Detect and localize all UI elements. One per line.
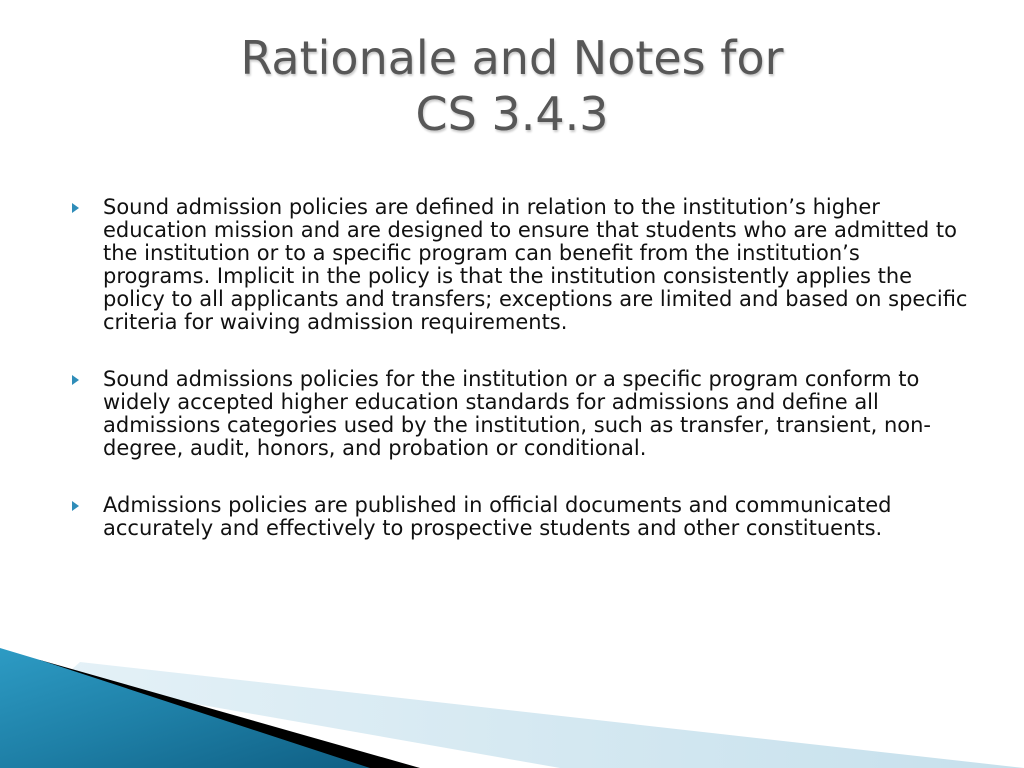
slide-title bbox=[0, 30, 1024, 142]
bullet-item bbox=[70, 368, 970, 460]
triangle-bullet-icon bbox=[72, 501, 79, 511]
bullet-text: Admissions policies are published in official documents and communicated accurately and effectively to prospective students and other constituents. bbox=[103, 493, 892, 540]
bullet-text: Sound admissions policies for the institution or a specific program conform to widely accepted higher education standards for admissions and define all admissions categories used by the institution, such as transfer, transient, non-degree, audit, honors, and probation or conditional. bbox=[103, 367, 931, 460]
title-line-1: Rationale and Notes for bbox=[240, 31, 784, 85]
decorative-swoosh bbox=[0, 640, 1024, 768]
title-line-2: CS 3.4.3 bbox=[415, 87, 609, 141]
bullet-text: Sound admission policies are defined in relation to the institution’s higher education mission and are designed to ensure that students who are admitted to the institution or to a specific program can benefit from the institution’s programs. Implicit in the policy is that the institution consistently applies the policy to all applicants and transfers; exceptions are limited and based on specific criteria for waiving admission requirements. bbox=[103, 195, 968, 334]
bullet-item bbox=[70, 196, 970, 334]
triangle-bullet-icon bbox=[72, 203, 79, 213]
bullet-list bbox=[70, 196, 970, 574]
bullet-item bbox=[70, 494, 970, 540]
triangle-bullet-icon bbox=[72, 375, 79, 385]
